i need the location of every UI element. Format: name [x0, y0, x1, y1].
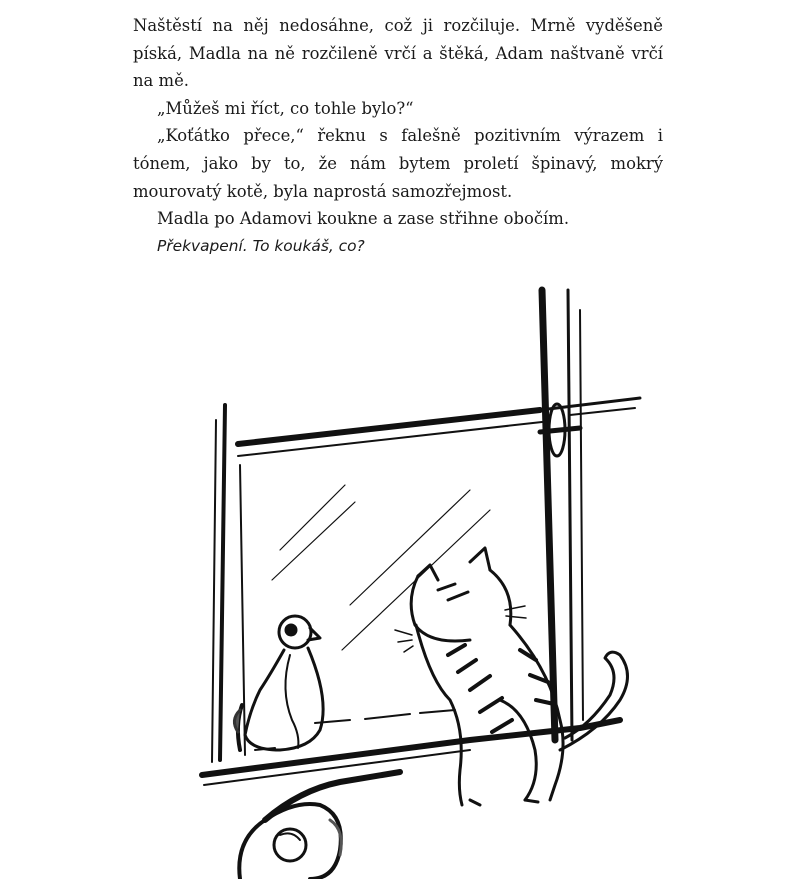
paragraph-3: „Koťátko přece,“ řeknu s falešně pozitivním výrazem i tónem, jako by to, že nám bytem proletí špinavý, mokrý mourovatý kotě, byla naprostá samozřejmost.: [133, 126, 663, 201]
story-text: [133, 12, 663, 260]
cat-window-illustration: [180, 280, 660, 879]
paragraph-2: „Můžeš mi říct, co tohle bylo?“: [157, 98, 414, 118]
paragraph-1: Naštěstí na něj nedosáhne, což ji rozčiluje. Mrně vyděšeně píská, Madla na ně rozčileně vrčí a štěká, Adam naštvaně vrčí na mě.: [133, 16, 663, 91]
tabby-cat: [395, 548, 628, 805]
paragraph-4: Madla po Adamovi koukne a zase střihne obočím.: [157, 209, 570, 229]
chair: [239, 772, 400, 879]
paragraph-5-thought: Překvapení. To koukáš, co?: [157, 236, 365, 255]
window-mullion: [540, 290, 640, 740]
glass-reflections: [272, 485, 490, 650]
pigeon: [234, 616, 323, 750]
sill-line: [315, 710, 455, 723]
